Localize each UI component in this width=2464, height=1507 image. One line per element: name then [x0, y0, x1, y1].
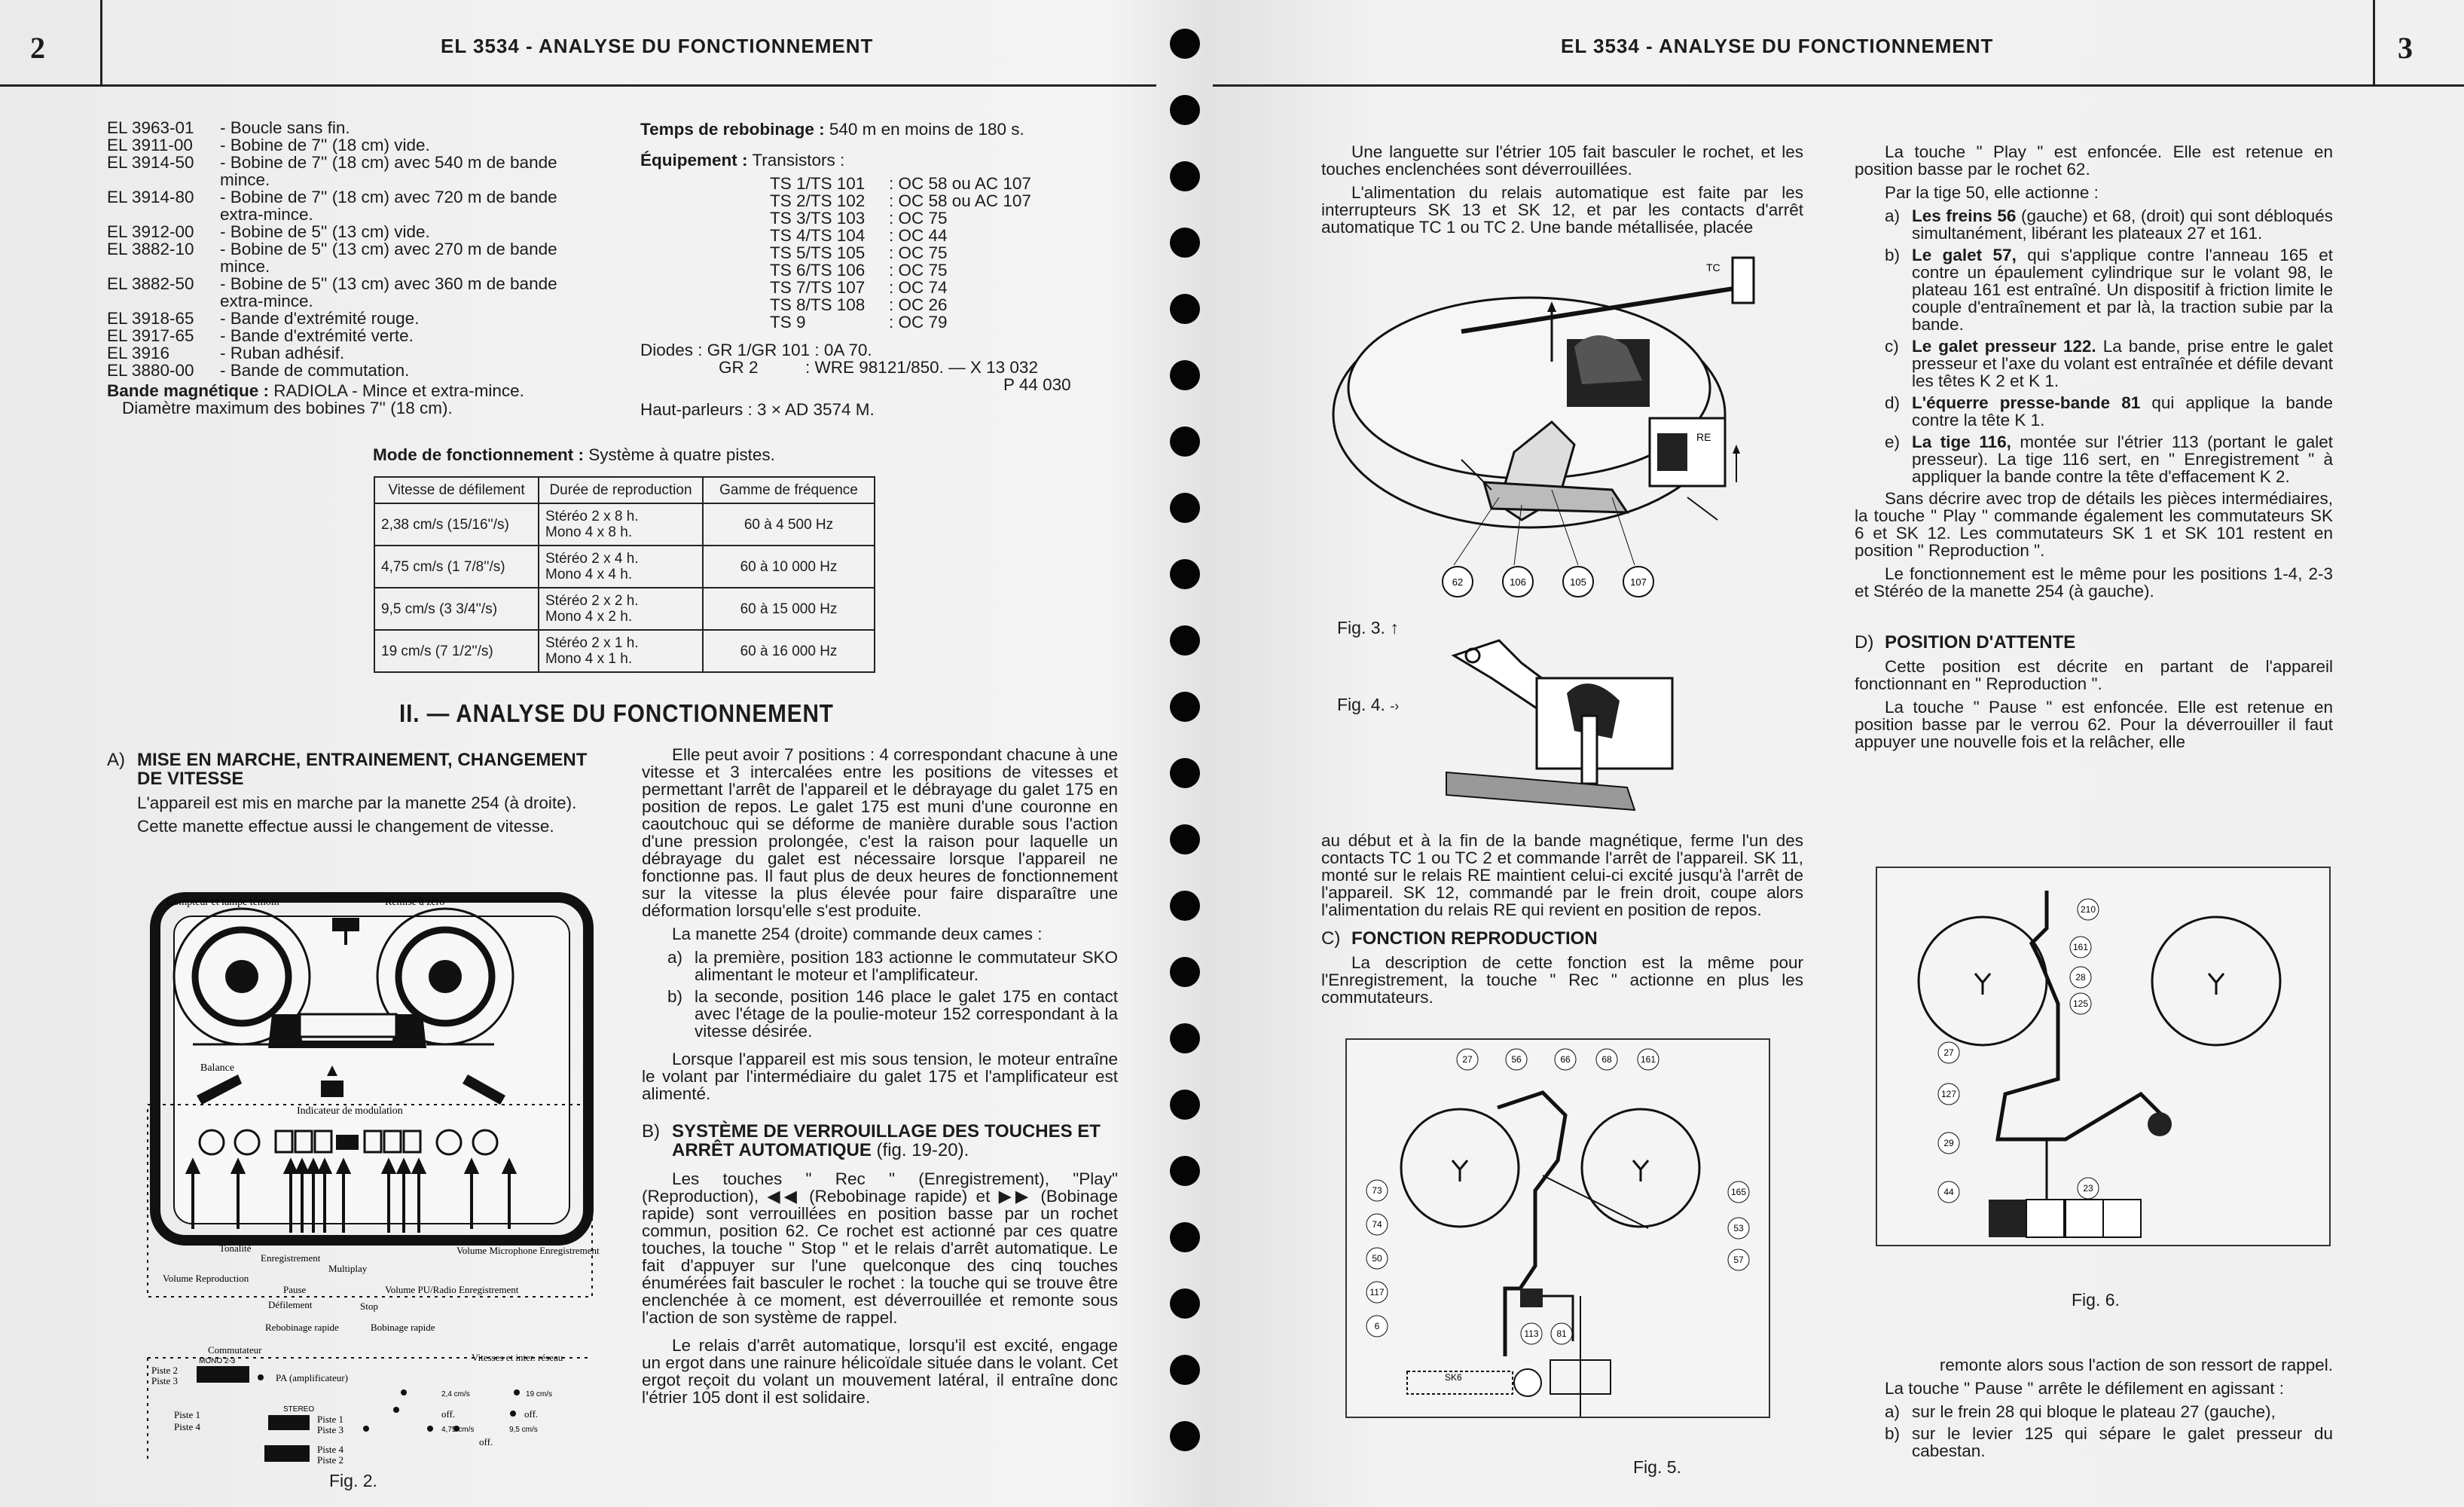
label-s24: 2,4 cm/s [441, 1390, 470, 1398]
label-105: 105 [1570, 576, 1586, 588]
fig5-label: 73 [1372, 1185, 1382, 1196]
binding-hole [1170, 625, 1200, 656]
paragraph: La touche " Pause " est enfoncée. Elle est retenue en position basse par le verrou 62. Pour la déverrouiller il faut appuyer une nouvelle fois et la relâcher, elle [1855, 698, 2333, 751]
page-number: 2 [30, 31, 45, 65]
list-item: TS 3/TS 103 : OC 75 [770, 209, 948, 228]
label-stop: Stop [360, 1301, 378, 1312]
table-row: 9,5 cm/s (3 3/4''/s) Stéréo 2 x 2 h. Mono 4 x 2 h. 60 à 15 000 Hz [374, 588, 875, 630]
table-header: Vitesse de défilement [374, 477, 539, 503]
list-item: EL 3914-80 - Bobine de 7'' (18 cm) avec 720 m de bande extra-mince. [107, 188, 557, 224]
right-column-2-bottom [1855, 1356, 2333, 1464]
binding-hole [1170, 891, 1200, 921]
tape-recorder-front-diagram [133, 886, 607, 1489]
binding-hole [1170, 1421, 1200, 1451]
label-balance: Balance [200, 1062, 235, 1074]
diodes-line-1: Diodes : GR 1/GR 101 : 0A 70. [640, 341, 872, 359]
rebobinage: Temps de rebobinage : 540 m en moins de 180 s. [640, 120, 1024, 139]
list-item: EL 3963-01 - Boucle sans fin. [107, 118, 350, 137]
list-item: TS 8/TS 108 : OC 26 [770, 295, 948, 314]
fig5-label: 66 [1560, 1054, 1571, 1065]
fig6-label: 28 [2075, 972, 2086, 983]
list-item: TS 7/TS 107 : OC 74 [770, 278, 948, 297]
label-defilement: Défilement [268, 1299, 313, 1310]
list-item: TS 9 : OC 79 [770, 313, 948, 332]
figure-2-caption: Fig. 2. [329, 1471, 377, 1490]
section-title: II. — ANALYSE DU FONCTIONNEMENT [399, 699, 834, 727]
paragraph: Par la tige 50, elle actionne : [1885, 183, 2099, 202]
section-b-title: B) SYSTÈME DE VERROUILLAGE DES TOUCHES ET ARRÊT AUTOMATIQUE (fig. 19-20). [642, 1121, 1101, 1160]
binding-hole [1170, 1023, 1200, 1053]
diodes-line-3: P 44 030 [1003, 375, 1071, 394]
table-header: Gamme de fréquence [703, 477, 875, 503]
figure-3-caption: Fig. 3. ↑ [1337, 618, 1399, 637]
list-item: EL 3918-65 - Bande d'extrémité rouge. [107, 309, 420, 328]
binding-hole [1170, 1090, 1200, 1120]
binding-hole [1170, 1355, 1200, 1385]
figure-5-caption: Fig. 5. [1633, 1457, 1681, 1477]
label-volume-micro: Volume Microphone Enregistrement [456, 1245, 600, 1256]
right-column-2 [1855, 143, 2333, 757]
paragraph: remonte alors sous l'action de son ressort de rappel. [1939, 1356, 2333, 1374]
header-divider [2373, 0, 2375, 84]
label-indicateur: Indicateur de modulation [297, 1105, 403, 1117]
paragraph: Cette manette effectue aussi le changement de vitesse. [137, 817, 554, 836]
header-divider [100, 0, 102, 84]
binding-hole [1170, 758, 1200, 788]
label-tonalite: Tonalité [219, 1243, 252, 1254]
left-header [0, 0, 1156, 87]
list-item: b) sur le levier 125 qui sépare le galet presseur du cabestan. [1885, 1424, 2333, 1460]
auto-stop-detail-diagram [1431, 625, 1748, 821]
label-s95: 9,5 cm/s [509, 1426, 538, 1434]
fig6-label: 23 [2083, 1183, 2093, 1194]
paragraph: Les touches " Rec " (Enregistrement), "Play" (Reproduction), ◀◀ (Rebobinage rapide) et ▶▶ (Bobinage rapide) sont verrouillées en position basse par un rochet commun, position 62. Ce rochet est actionné par ces quatre touches, la touche " Stop " et le relais d'arrêt automatique. Le fait d'appuyer sur l'une quelconque des cinq touches énumérées fait basculer le rochet : la touche qui se trouve être enclenchée à ce moment, est déverrouillée et remonte sous l'action de son système de rappel. [642, 1169, 1118, 1327]
diodes-line-2: GR 2 : WRE 98121/850. — X 13 032 [719, 358, 1038, 377]
fig5-label: 6 [1374, 1321, 1380, 1331]
fig5-label: 165 [1730, 1187, 1747, 1197]
figure-4 [1431, 625, 1748, 821]
fig5-label: 81 [1556, 1328, 1567, 1339]
fig5-label: 74 [1372, 1219, 1382, 1230]
fig5-label: 68 [1601, 1054, 1612, 1065]
binding-hole [1170, 1156, 1200, 1186]
figure-2 [133, 886, 607, 1489]
list-item: TS 1/TS 101 : OC 58 ou AC 107 [770, 174, 1031, 193]
label-106: 106 [1510, 576, 1526, 588]
bande-magnetique: Bande magnétique : RADIOLA - Mince et extra-mince. [107, 381, 524, 400]
list-item: TS 6/TS 106 : OC 75 [770, 261, 948, 280]
label-s475: 4,75 cm/s [441, 1426, 475, 1434]
binding-hole [1170, 29, 1200, 59]
list-item: a) la première, position 183 actionne le commutateur SKO alimentant le moteur et l'amplificateur. [667, 948, 1118, 984]
list-item: EL 3912-00 - Bobine de 5'' (13 cm) vide. [107, 222, 430, 241]
mode-line: Mode de fonctionnement : Système à quatre pistes. [373, 445, 775, 464]
list-item: TS 5/TS 105 : OC 75 [770, 243, 948, 262]
binding-hole [1170, 559, 1200, 589]
paragraph: Le relais d'arrêt automatique, lorsqu'il est excité, engage un ergot dans une rainure hélicoïdale située dans le volant. Cet ergot reçoit du volant un mouvement latéral, il entraîne donc l'étrier 105 dont il est solidaire. [642, 1336, 1118, 1407]
fig5-label: SK6 [1445, 1372, 1462, 1383]
paragraph: Sans décrire avec trop de détails les pièces intermédiaires, la touche " Play " commande également les commutateurs SK 6 et SK 12. Les commutateurs SK 1 et SK 101 restent en position " Reproduction ". [1855, 489, 2333, 560]
fig5-label: 53 [1733, 1223, 1744, 1233]
transistor-list [640, 175, 1122, 331]
label-piste3b: Piste 3 [317, 1424, 344, 1435]
right-page [1213, 0, 2464, 1507]
table-row: 19 cm/s (7 1/2''/s) Stéréo 2 x 1 h. Mono 4 x 1 h. 60 à 16 000 Hz [374, 630, 875, 672]
relay-mechanism-diagram [1326, 249, 1793, 640]
binding-hole [1170, 360, 1200, 390]
running-title: EL 3534 - ANALYSE DU FONCTIONNEMENT [441, 35, 874, 57]
paragraph: Elle peut avoir 7 positions : 4 correspondant chacune à une vitesse et 3 intercalées entre les positions de vitesses et permettant l'arrêt de l'appareil et le débrayage du galet 175 en position de repos. Le galet 175 est muni d'une couronne en caoutchouc qui se déforme de manière durable sous l'action d'une pression prolongée, c'est la raison pour laquelle un débrayage du galet est nécessaire lorsque l'appareil ne fonctionne pas. Il faut plus de deux heures de fonctionnement sur la vitesse la plus élevée pour faire disparaître une déformation lorsqu'elle s'est produite. [642, 745, 1118, 920]
label-piste3: Piste 3 [151, 1375, 179, 1386]
table-row: 4,75 cm/s (1 7/8''/s) Stéréo 2 x 4 h. Mono 4 x 4 h. 60 à 10 000 Hz [374, 546, 875, 588]
list-item: b) la seconde, position 146 place le galet 175 en contact avec l'étage de la poulie-moteur 152 correspondant à la vitesse désirée. [667, 987, 1118, 1041]
fig5-label: 113 [1524, 1328, 1539, 1339]
section-a [107, 746, 589, 841]
list-item: EL 3882-50 - Bobine de 5'' (13 cm) avec 360 m de bande extra-mince. [107, 274, 557, 310]
list-item: a) Les freins 56 (gauche) et 68, (droit) qui sont débloqués simultanément, libérant les plateaux 27 et 161. [1885, 206, 2333, 243]
list-item: EL 3880-00 - Bande de commutation. [107, 361, 410, 380]
figure-4-caption: Fig. 4. ‑› [1337, 695, 1400, 714]
label-pa: PA (amplificateur) [276, 1372, 348, 1383]
label-stereo: STEREO [283, 1405, 315, 1414]
label-compteur: Compteur et lampe témoin [166, 897, 279, 908]
list-item: EL 3914-50 - Bobine de 7'' (18 cm) avec 540 m de bande mince. [107, 153, 557, 189]
list-item: TS 2/TS 102 : OC 58 ou AC 107 [770, 191, 1031, 210]
modes-table [374, 476, 875, 673]
fig5-label: 50 [1372, 1253, 1382, 1264]
list-item: c) Le galet presseur 122. La bande, prise entre le galet presseur et l'axe du volant est entraînée et défile devant les têtes K 2 et K 1. [1885, 337, 2333, 390]
label-vitesses: Vitesses et inter. réseau [472, 1352, 563, 1363]
label-volume-repro: Volume Reproduction [163, 1273, 249, 1284]
paragraph: Cette position est décrite en partant de l'appareil fonctionnant en " Reproduction ". [1855, 657, 2333, 693]
bande-diametre: Diamètre maximum des bobines 7'' (18 cm). [122, 399, 453, 417]
label-volume-pu: Volume PU/Radio Enregistrement [385, 1284, 519, 1295]
figure-5 [1345, 1038, 1770, 1418]
fig5-label: 57 [1733, 1255, 1744, 1265]
table-header: Durée de reproduction [539, 477, 703, 503]
modes-table-wrap [374, 476, 875, 673]
fig6-label: 125 [2072, 998, 2089, 1009]
list-item: d) L'équerre presse-bande 81 qui applique la bande contre la tête K 1. [1885, 393, 2333, 429]
label-remise: Remise à zéro [385, 897, 445, 908]
fig6-label: 210 [2080, 904, 2096, 915]
label-off1: off. [441, 1408, 456, 1420]
fig6-label: 27 [1943, 1047, 1954, 1058]
paragraph: La touche " Pause " arrête le défilement en agissant : [1885, 1379, 2285, 1398]
pause-mechanism-diagram [1877, 868, 2329, 1245]
binding-hole [1170, 161, 1200, 191]
right-header [1213, 0, 2464, 87]
label-tc: TC [1706, 261, 1721, 274]
paragraph: Lorsque l'appareil est mis sous tension, le moteur entraîne le volant par l'intermédiaire du galet 175 et l'amplificateur est alimenté. [642, 1050, 1118, 1103]
binding-hole [1170, 957, 1200, 987]
list-item: EL 3911-00 - Bobine de 7'' (18 cm) vide. [107, 136, 430, 154]
label-multiplay: Multiplay [328, 1263, 368, 1274]
binding-hole [1170, 294, 1200, 324]
label-off3: off. [479, 1436, 493, 1447]
paragraph: La manette 254 (droite) commande deux cames : [672, 925, 1043, 943]
fig5-label: 27 [1462, 1054, 1473, 1065]
fig5-label: 117 [1369, 1287, 1385, 1298]
figure-6-caption: Fig. 6. [2072, 1290, 2120, 1310]
paragraph: au début et à la fin de la bande magnétique, ferme l'un des contacts TC 1 ou TC 2 et commande l'arrêt de l'appareil. SK 11, monté sur le relais RE maintient celui-ci excité jusqu'à l'arrêt de l'appareil. SK 12, commandé par le frein droit, coupe alors l'alimentation du relais RE qui revient en position de repos. [1321, 831, 1803, 919]
section-a-title: A) MISE EN MARCHE, ENTRAINEMENT, CHANGEMENT DE VITESSE [107, 750, 588, 789]
paragraph: La touche " Play " est enfoncée. Elle est retenue en position basse par le rochet 62. [1855, 142, 2333, 179]
binding-hole [1170, 1288, 1200, 1319]
equipement: Équipement : Transistors : [640, 151, 845, 170]
parts-list [107, 119, 589, 417]
label-bobinage: Bobinage rapide [371, 1322, 435, 1333]
binding-hole [1170, 1222, 1200, 1252]
label-piste2b: Piste 2 [317, 1454, 344, 1466]
figure-3 [1326, 249, 1793, 640]
page-number: 3 [2398, 31, 2413, 65]
fig5-label: 56 [1511, 1054, 1522, 1065]
dashed-arrow-icon: ‑› [1390, 698, 1400, 714]
list-item: b) Le galet 57, qui s'applique contre l'anneau 165 et contre un épaulement cylindrique sur le volant 98, le plateau 161 est entraîné. Un dispositif à friction limite le couple d'entraînement et par là, la traction subie par la bande. [1885, 246, 2333, 334]
playback-mechanism-diagram [1347, 1040, 1769, 1417]
label-piste1: Piste 1 [174, 1409, 201, 1420]
list-item: e) La tige 116, montée sur l'étrier 113 (portant le galet presseur). La tige 116 sert, en " Enregistrement " à appliquer la bande contre la tête d'effacement K 2. [1885, 433, 2333, 486]
up-arrow-icon: ↑ [1390, 618, 1399, 637]
paragraph: Une languette sur l'étrier 105 fait basculer le rochet, et les touches enclenchées sont déverrouillées. [1321, 142, 1803, 179]
table-row: 2,38 cm/s (15/16''/s) Stéréo 2 x 8 h. Mono 4 x 8 h. 60 à 4 500 Hz [374, 503, 875, 546]
column-2 [642, 746, 1118, 1412]
label-off2: off. [524, 1408, 539, 1420]
label-piste2: Piste 2 [151, 1365, 179, 1376]
binding-hole [1170, 95, 1200, 125]
paragraph: Le fonctionnement est le même pour les positions 1-4, 2-3 et Stéréo de la manette 254 (à gauche). [1855, 564, 2333, 601]
paragraph: L'appareil est mis en marche par la manette 254 (à droite). [137, 793, 577, 812]
binding-hole [1170, 493, 1200, 523]
label-62: 62 [1452, 576, 1464, 588]
label-piste4: Piste 4 [174, 1421, 201, 1432]
label-commutateur: Commutateur [208, 1344, 262, 1356]
figure-6 [1876, 867, 2331, 1246]
label-piste1b: Piste 1 [317, 1414, 344, 1425]
label-rebob: Rebobinage rapide [265, 1322, 339, 1333]
binding-holes [1156, 0, 1213, 1507]
binding-hole [1170, 824, 1200, 854]
section-d-title: D) POSITION D'ATTENTE [1855, 632, 2076, 653]
label-107: 107 [1630, 576, 1647, 588]
haut-parleurs: Haut-parleurs : 3 × AD 3574 M. [640, 400, 875, 419]
fig6-label: 127 [1940, 1089, 1957, 1099]
list-item: a) sur le frein 28 qui bloque le plateau 27 (gauche), [1885, 1402, 2276, 1421]
left-page [0, 0, 1156, 1507]
label-enregistrement: Enregistrement [261, 1252, 321, 1264]
binding-hole [1170, 228, 1200, 258]
paragraph: L'alimentation du relais automatique est faite par les interrupteurs SK 13 et SK 12, et par les contacts d'arrêt automatique TC 1 ou TC 2. Une bande métallisée, placée [1321, 183, 1803, 237]
fig6-label: 44 [1943, 1187, 1954, 1197]
right-column-1-top [1321, 143, 1803, 242]
label-pause: Pause [283, 1284, 307, 1295]
fig5-label: 161 [1640, 1054, 1656, 1065]
binding-hole [1170, 692, 1200, 722]
list-item: EL 3916 - Ruban adhésif. [107, 344, 345, 362]
right-column-1-bottom [1321, 832, 1803, 1012]
binding-hole [1170, 426, 1200, 457]
running-title: EL 3534 - ANALYSE DU FONCTIONNEMENT [1561, 35, 1994, 57]
list-item: EL 3917-65 - Bande d'extrémité verte. [107, 326, 414, 345]
list-item: TS 4/TS 104 : OC 44 [770, 226, 948, 245]
label-re: RE [1696, 431, 1711, 443]
label-piste4b: Piste 4 [317, 1444, 344, 1455]
label-s19: 19 cm/s [526, 1390, 553, 1398]
fig6-label: 161 [2072, 942, 2089, 952]
specs-block [640, 121, 1122, 418]
fig6-label: 29 [1943, 1138, 1954, 1148]
paragraph: La description de cette fonction est la même pour l'Enregistrement, la touche " Rec " actionne en plus les commutateurs. [1321, 953, 1803, 1007]
section-c-title: C) FONCTION REPRODUCTION [1321, 928, 1598, 949]
list-item: EL 3882-10 - Bobine de 5'' (13 cm) avec 270 m de bande mince. [107, 240, 557, 276]
label-mono: MONO 2-3 [199, 1357, 236, 1365]
